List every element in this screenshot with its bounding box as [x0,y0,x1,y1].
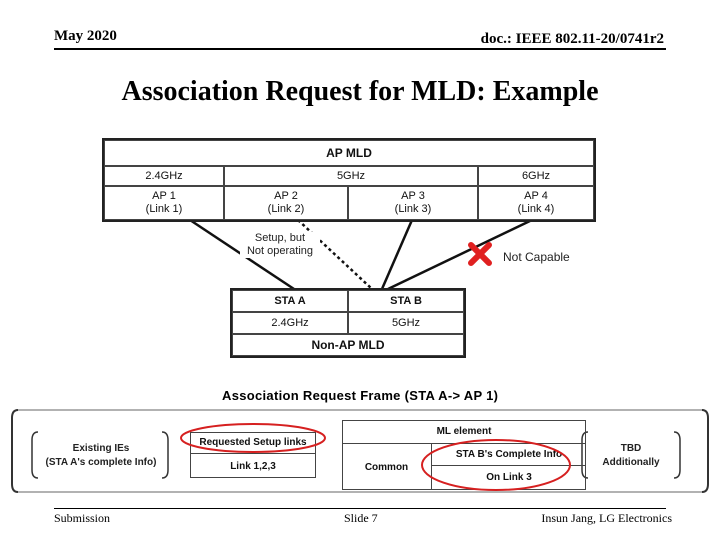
ap1-name: AP 1 [152,190,176,202]
slide-title: Association Request for MLD: Example [121,76,599,107]
footer-divider [54,508,666,509]
requested-setup-links-label: Requested Setup links [190,432,316,454]
sta-b-cell: STA B [348,290,464,312]
sta-a-cell: STA A [232,290,348,312]
sta-b-info-highlight [422,440,570,490]
band-5ghz: 5GHz [224,166,478,186]
footer-slide-number: Slide 7 [344,511,378,525]
sta-b-complete-info-cell: STA B's Complete Info [432,444,586,466]
ap1-link: (Link 1) [145,203,183,215]
link-list-value: Link 1,2,3 [230,460,276,472]
ap3-link: (Link 3) [394,203,432,215]
ml-element-label: ML element [342,420,586,444]
frame-title: Association Request Frame (STA A-> AP 1) [222,388,499,403]
ml-common-cell: Common [342,444,432,490]
ap-mld-title: AP MLD [104,140,594,166]
setup-note-line1: Setup, but [254,232,306,244]
header-doc-id: doc.: IEEE 802.11-20/0741r2 [480,31,664,47]
tbd-sub: Additionally [602,457,660,468]
non-ap-mld-title: Non-AP MLD [232,334,464,356]
ap2-name: AP 2 [274,190,298,202]
band-6ghz: 6GHz [478,166,594,186]
ap4-name: AP 4 [524,190,548,202]
footer-submission: Submission [54,511,111,525]
header-date: May 2020 [54,28,117,44]
sta-b-band: 5GHz [348,312,464,334]
ap3-name: AP 3 [401,190,425,202]
tbd-label: TBD [620,443,642,454]
on-link-cell: On Link 3 [486,472,532,483]
existing-ies-label: Existing IEs [72,443,130,454]
sta-a-band: 2.4GHz [232,312,348,334]
requested-links-highlight [181,424,325,452]
band-2-4ghz: 2.4GHz [104,166,224,186]
footer-author: Insun Jang, LG Electronics [541,511,672,525]
ap2-link: (Link 2) [267,203,305,215]
not-capable-note: Not Capable [503,250,570,264]
setup-note-line2: Not operating [246,245,314,257]
existing-ies-sub: (STA A's complete Info) [45,457,157,468]
ap4-link: (Link 4) [517,203,555,215]
